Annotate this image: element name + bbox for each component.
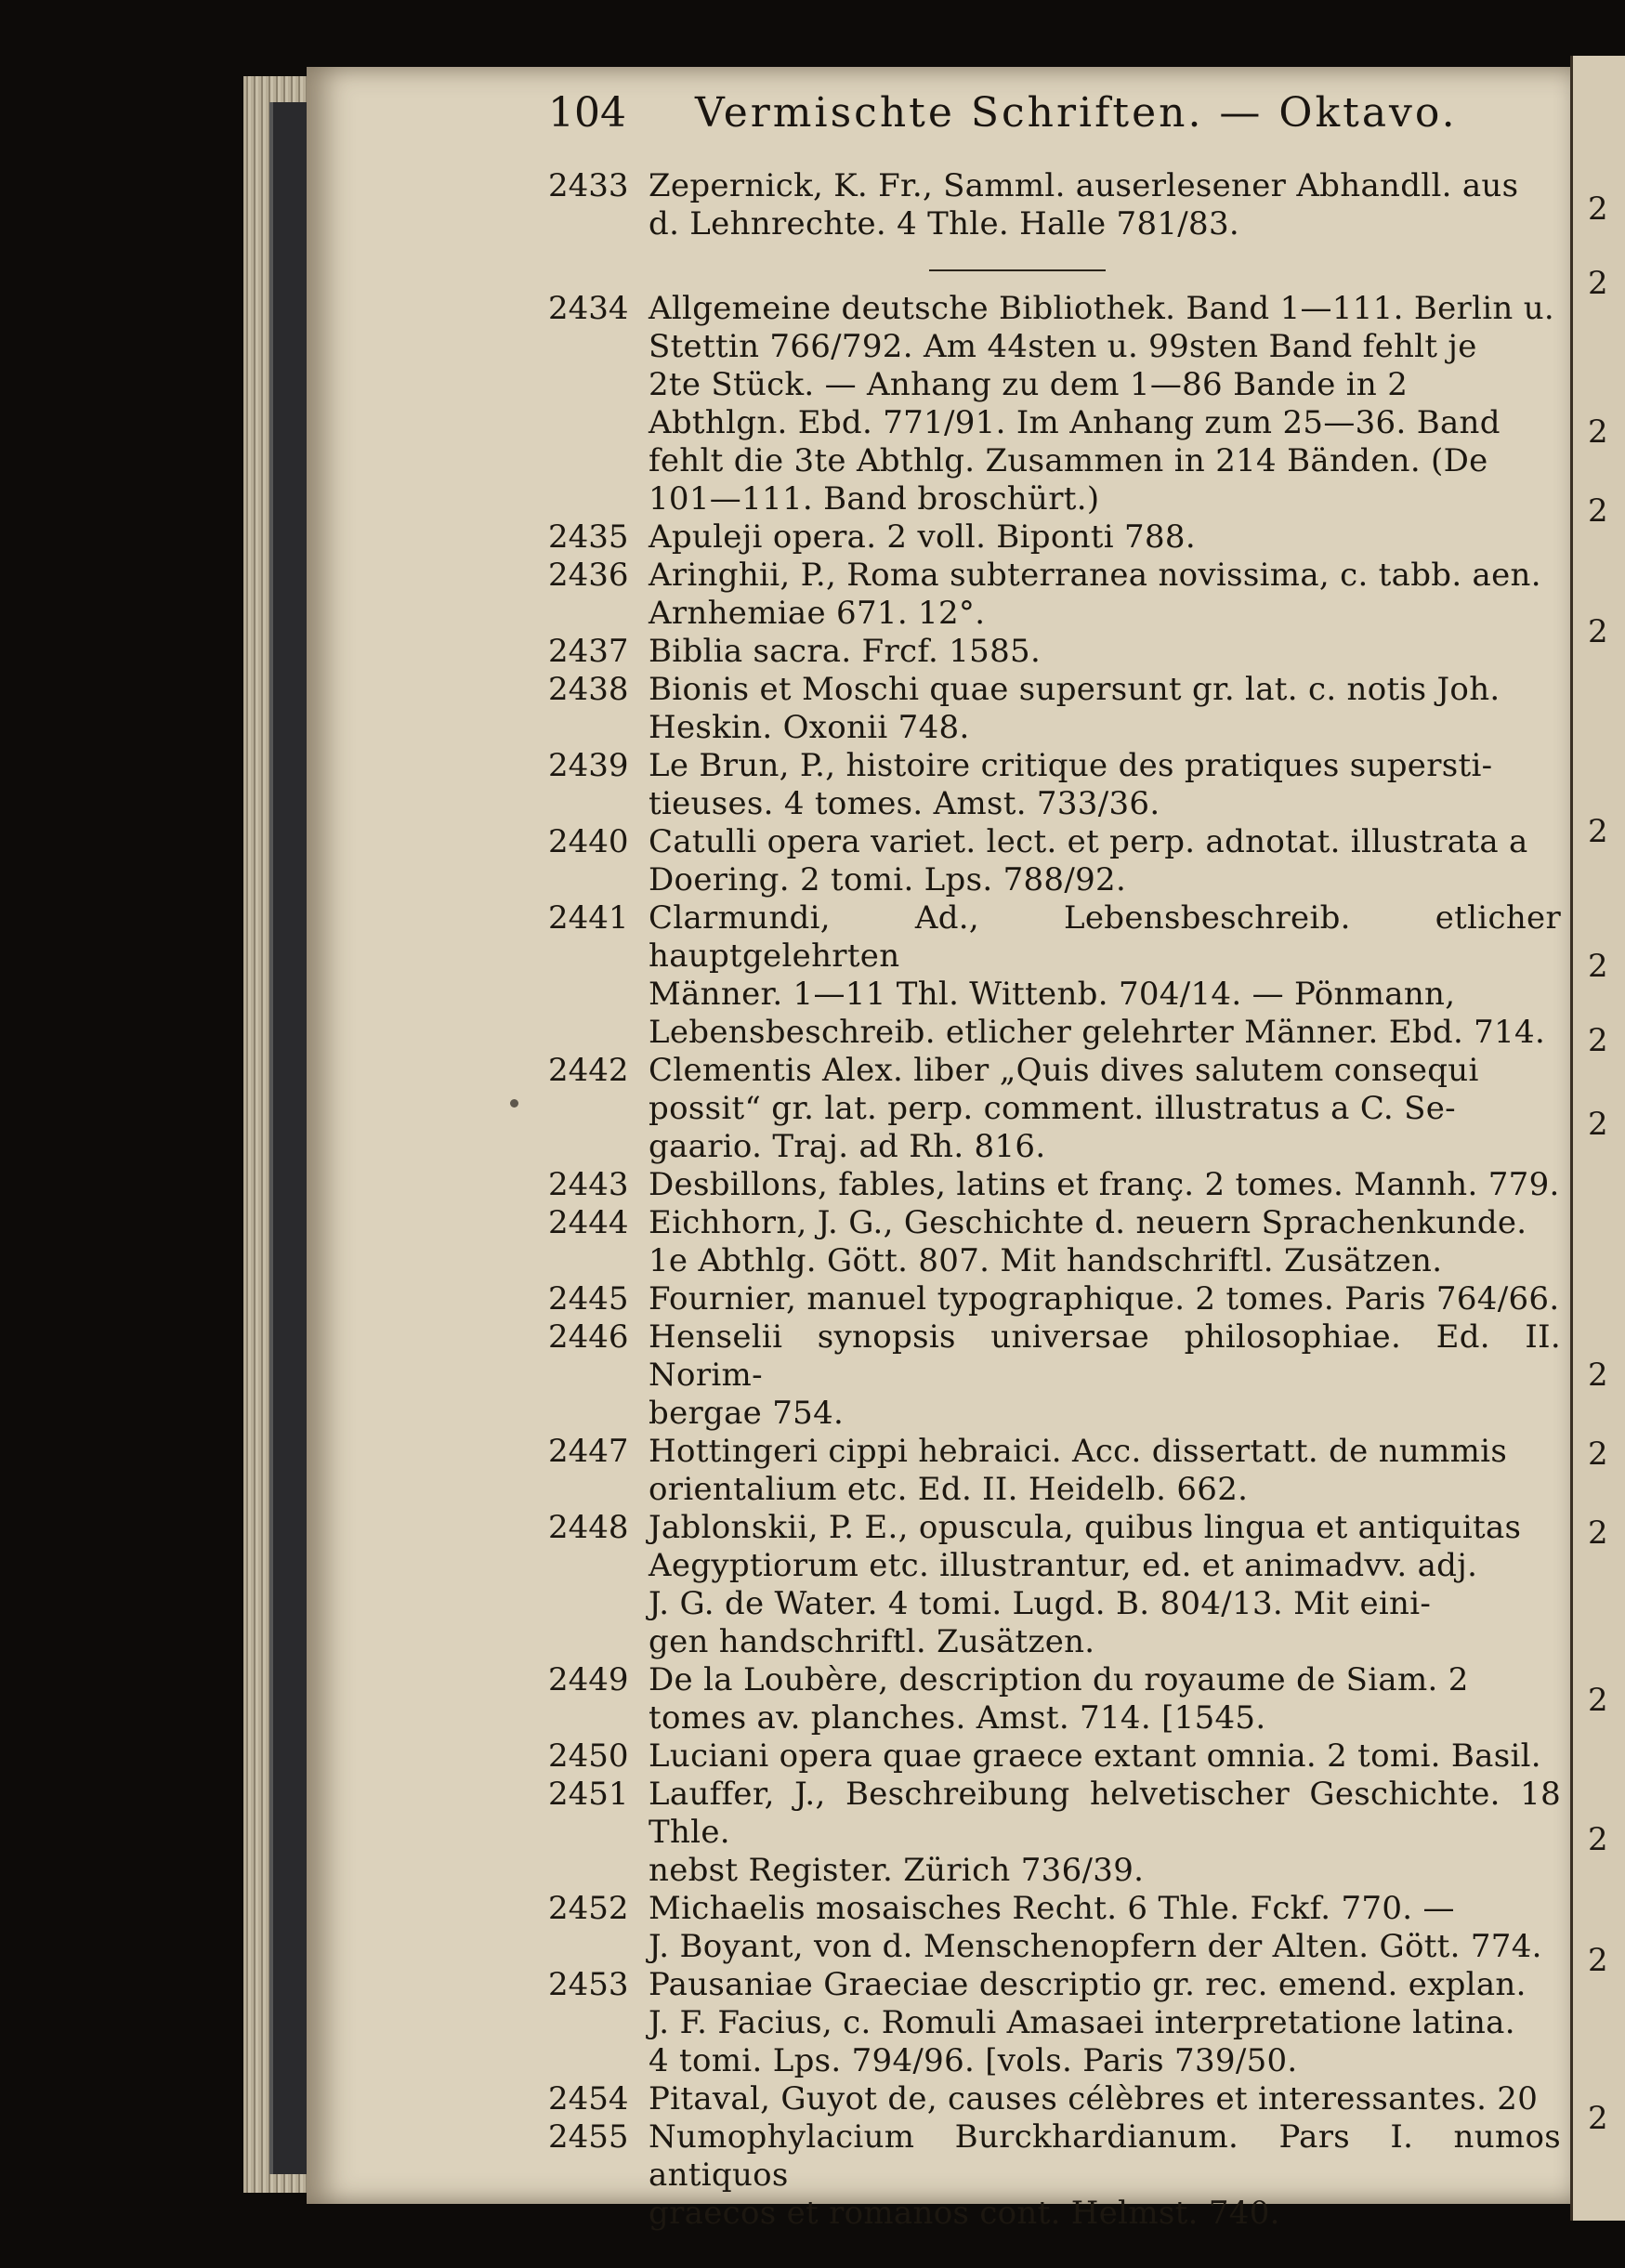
entry-number: 2444: [548, 1204, 629, 1241]
entry-number: 2450: [548, 1737, 629, 1775]
facing-fragment: 2: [1588, 948, 1608, 985]
entry-text: Numophylacium Burckhardianum. Pars I. numos antiquos graecos et romanos cont. Helmst. 740.: [649, 2118, 1561, 2232]
entry-number: 2454: [548, 2080, 629, 2117]
catalog-entries: [548, 167, 1561, 2233]
entry-text: De la Loubère, description du royaume de Siam. 2 tomes av. planches. Amst. 714. [1545.: [649, 1661, 1469, 1737]
entry-text: Clementis Alex. liber „Quis dives salutem consequi possit“ gr. lat. perp. comment. illustratus a C. Se- gaario. Traj. ad Rh. 816.: [649, 1052, 1479, 1165]
catalog-entry: [548, 557, 1561, 633]
facing-page: [1570, 56, 1625, 2221]
entry-number: 2452: [548, 1890, 629, 1927]
entry-text: Desbillons, fables, latins et franç. 2 tomes. Mannh. 779.: [649, 1166, 1560, 1203]
entry-text: Le Brun, P., histoire critique des pratiques supersti- tieuses. 4 tomes. Amst. 733/36.: [649, 747, 1493, 822]
entry-number: 2433: [548, 167, 629, 204]
catalog-entry: [548, 1890, 1561, 1966]
entry-number: 2436: [548, 557, 629, 594]
page-title: Vermischte Schriften. — Oktavo.: [695, 89, 1458, 137]
entry-number: 2438: [548, 671, 629, 708]
catalog-entry: [548, 1966, 1561, 2080]
entry-number: 2441: [548, 899, 629, 937]
catalog-entry: [548, 167, 1561, 243]
entry-number: 2435: [548, 518, 629, 556]
facing-fragment: 2: [1588, 1821, 1608, 1858]
catalog-entry: [548, 2118, 1561, 2233]
facing-fragment: 2: [1588, 1357, 1608, 1394]
catalog-entry: [548, 823, 1561, 899]
facing-fragment: 2: [1588, 1106, 1608, 1143]
entry-text: Hottingeri cippi hebraici. Acc. dissertatt. de nummis orientalium etc. Ed. II. Heidelb. 662.: [649, 1433, 1508, 1508]
catalog-entry: [548, 633, 1561, 671]
catalog-entry: [548, 290, 1561, 518]
entry-number: 2448: [548, 1509, 629, 1546]
catalog-entry: [548, 1318, 1561, 1433]
entry-text: Aringhii, P., Roma subterranea novissima, c. tabb. aen. Arnhemiae 671. 12°.: [649, 557, 1541, 632]
catalog-entry: [548, 1776, 1561, 1890]
catalog-entry: [548, 671, 1561, 747]
entry-text: Apuleji opera. 2 voll. Biponti 788.: [649, 518, 1196, 556]
entry-text: Pitaval, Guyot de, causes célèbres et interessantes. 20: [649, 2080, 1539, 2117]
entry-number: 2434: [548, 290, 629, 327]
entry-text: Allgemeine deutsche Bibliothek. Band 1—111. Berlin u. Stettin 766/792. Am 44sten u. 99sten Band fehlt je 2te Stück. — Anhang zu dem 1—86 Bande in 2 Abthlgn. Ebd. 771/91. Im Anhang zum 25—36. Band fehlt die 3te Abthlg. Zusammen in 214 Bänden. (De 101—111. Band broschürt.): [649, 290, 1555, 518]
entry-number: 2440: [548, 823, 629, 860]
entry-text: Clarmundi, Ad., Lebensbeschreib. etlicher hauptgelehrten Männer. 1—11 Thl. Wittenb. 704/14. — Pönmann, Lebensbeschreib. etlicher gelehrter Männer. Ebd. 714.: [649, 899, 1561, 1051]
catalog-entry: [548, 1166, 1561, 1204]
facing-fragment: 2: [1588, 265, 1608, 302]
catalog-entry: [548, 1737, 1561, 1776]
catalog-entry: [548, 1052, 1561, 1166]
facing-fragment: 2: [1588, 492, 1608, 530]
facing-fragment: 2: [1588, 813, 1608, 850]
catalog-entry: [548, 1433, 1561, 1509]
catalog-entry: [548, 899, 1561, 1052]
entry-text: Henselii synopsis universae philosophiae. Ed. II. Norim- bergae 754.: [649, 1318, 1561, 1432]
entry-number: 2447: [548, 1433, 629, 1470]
facing-fragment: 2: [1588, 1436, 1608, 1473]
catalog-entry: [548, 1509, 1561, 1661]
entry-text: Eichhorn, J. G., Geschichte d. neuern Sprachenkunde. 1e Abthlg. Gött. 807. Mit handschriftl. Zusätzen.: [649, 1204, 1527, 1279]
facing-fragment: 2: [1588, 1514, 1608, 1552]
entry-text: Jablonskii, P. E., opuscula, quibus lingua et antiquitas Aegyptiorum etc. illustrantur, ed. et animadvv. adj. J. G. de Water. 4 tomi. Lugd. B. 804/13. Mit eini- gen handschriftl. Zusätzen.: [649, 1509, 1522, 1660]
catalog-entry: [548, 1204, 1561, 1280]
facing-fragment: 2: [1588, 2100, 1608, 2137]
entry-number: 2451: [548, 1776, 629, 1813]
entry-text: Fournier, manuel typographique. 2 tomes. Paris 764/66.: [649, 1280, 1560, 1318]
entry-text: Bionis et Moschi quae supersunt gr. lat. c. notis Joh. Heskin. Oxonii 748.: [649, 671, 1501, 746]
facing-fragment: 2: [1588, 413, 1608, 451]
ink-spot: [510, 1099, 518, 1108]
entry-number: 2445: [548, 1280, 629, 1318]
catalog-entry: [548, 1280, 1561, 1318]
entry-number: 2443: [548, 1166, 629, 1203]
facing-fragment: 2: [1588, 1682, 1608, 1719]
facing-fragment: 2: [1588, 1942, 1608, 1979]
page-number: 104: [548, 89, 626, 137]
catalog-entry: [548, 747, 1561, 823]
facing-fragment: 2: [1588, 613, 1608, 650]
entry-text: Biblia sacra. Frcf. 1585.: [649, 633, 1042, 670]
entry-number: 2449: [548, 1661, 629, 1698]
entry-text: Pausaniae Graeciae descriptio gr. rec. emend. explan. J. F. Facius, c. Romuli Amasaei interpretatione latina. 4 tomi. Lps. 794/96. [vols. Paris 739/50.: [649, 1966, 1527, 2079]
catalog-entry: [548, 1661, 1561, 1737]
entry-number: 2455: [548, 2118, 629, 2156]
catalog-entry: [548, 2080, 1561, 2118]
entry-number: 2437: [548, 633, 629, 670]
entry-number: 2446: [548, 1318, 629, 1356]
entry-number: 2453: [548, 1966, 629, 2003]
facing-fragment: 2: [1588, 190, 1608, 228]
entry-text: Lauffer, J., Beschreibung helvetischer Geschichte. 18 Thle. nebst Register. Zürich 736/39.: [649, 1776, 1561, 1889]
entry-number: 2439: [548, 747, 629, 784]
catalog-entry: [548, 518, 1561, 557]
entry-text: Michaelis mosaisches Recht. 6 Thle. Fckf. 770. — J. Boyant, von d. Menschenopfern der Alten. Gött. 774.: [649, 1890, 1542, 1965]
entry-text: Luciani opera quae graece extant omnia. 2 tomi. Basil.: [649, 1737, 1541, 1775]
entry-number: 2442: [548, 1052, 629, 1089]
entry-text: Catulli opera variet. lect. et perp. adnotat. illustrata a Doering. 2 tomi. Lps. 788/92.: [649, 823, 1528, 898]
facing-fragment: 2: [1588, 1022, 1608, 1059]
entry-text: Zepernick, K. Fr., Samml. auserlesener Abhandll. aus d. Lehnrechte. 4 Thle. Halle 781/83.: [649, 167, 1519, 243]
